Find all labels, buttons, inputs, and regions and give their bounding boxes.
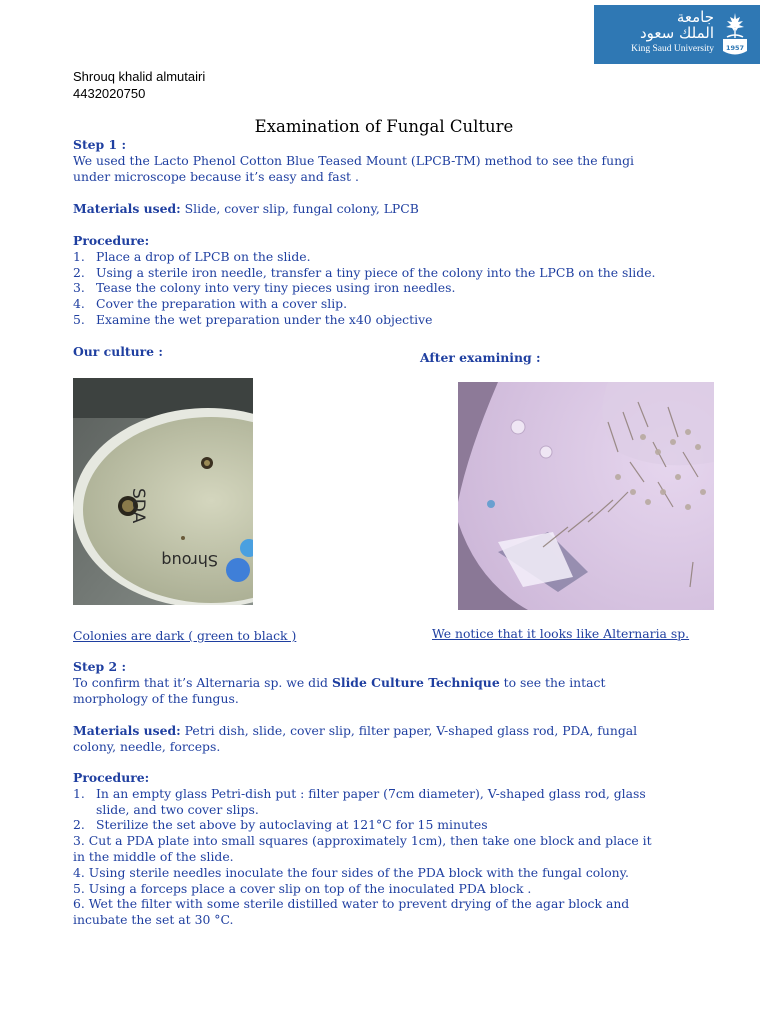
procedure-number: 5. (73, 311, 85, 327)
step2-intro-before: To confirm that it’s Alternaria sp. we did (73, 674, 332, 690)
logo-arabic-line1: جامعة (676, 8, 714, 26)
microscope-image (458, 382, 714, 610)
step2-procedure-item-4: 4. Using sterile needles inoculate the four sides of the PDA block with the fungal colony. (73, 864, 629, 880)
step2-procedure (73, 770, 733, 928)
procedure-text: Examine the wet preparation under the x40 objective (96, 311, 433, 327)
culture-plate-photo (73, 378, 253, 605)
step2-materials-line1 (73, 723, 733, 739)
procedure-number: 2. (73, 264, 85, 280)
procedure-text-cont: in the middle of the slide. (73, 848, 234, 864)
step2-procedure-item-1 (73, 786, 733, 818)
step2-procedure-item-2 (73, 817, 733, 833)
materials-text: Slide, cover slip, fungal colony, LPCB (180, 201, 419, 216)
step2-heading: Step 2 : (73, 659, 127, 674)
procedure-number: 4. (73, 296, 85, 312)
microscope-photo (458, 382, 714, 610)
step1-intro-line1: We used the Lacto Phenol Cotton Blue Teased Mount (LPCB-TM) method to see the fungi (73, 152, 634, 168)
logo-arabic (602, 9, 714, 41)
author-name: Shrouq khalid almutairi (73, 69, 206, 84)
emblem-icon (718, 11, 752, 58)
procedure-label: Procedure: (73, 233, 150, 248)
plate-label-sda: SDA (128, 488, 148, 524)
step2-materials (73, 723, 733, 755)
step2-intro-bold: Slide Culture Technique (331, 674, 500, 690)
procedure-number: 1. (73, 248, 85, 264)
procedure-text: In an empty glass Petri-dish put : filter paper (7cm diameter), V-shaped glass rod, glass (96, 785, 646, 801)
procedure-text: Cover the preparation with a cover slip. (96, 296, 348, 312)
emblem-year: 1957 (725, 44, 745, 52)
procedure-number: 2. (73, 817, 85, 833)
materials-label: Materials used: (73, 201, 181, 216)
our-culture-label: Our culture : (73, 344, 163, 359)
procedure-number: 3. (73, 280, 85, 296)
step2-materials-line2: colony, needle, forceps. (73, 738, 221, 754)
ksu-logo (594, 5, 760, 64)
step2-intro-line1 (73, 675, 733, 691)
step2-materials-text: Petri dish, slide, cover slip, filter paper, V-shaped glass rod, PDA, fungal (180, 723, 638, 738)
procedure-item (73, 280, 733, 296)
procedure-text: 3. Cut a PDA plate into small squares (approximately 1cm), then take one block and place it (73, 833, 652, 849)
step1-materials (73, 201, 733, 217)
procedure-item (73, 249, 733, 265)
culture-caption: Colonies are dark ( green to black ) (73, 628, 297, 643)
step1-heading: Step 1 : (73, 137, 127, 152)
procedure-number: 1. (73, 785, 85, 801)
step1-section (73, 137, 733, 184)
logo-arabic-line2: الملك سعود (639, 24, 714, 42)
author-id: 4432020750 (73, 86, 146, 101)
step2-materials-label: Materials used: (73, 723, 181, 738)
procedure-text: 6. Wet the filter with some sterile distilled water to prevent drying of the agar block and (73, 896, 630, 912)
step2-section (73, 659, 733, 706)
plate-label-name: Shrouq (161, 551, 218, 570)
procedure-text-cont: incubate the set at 30 °C. (73, 912, 234, 928)
procedure-list (73, 249, 733, 328)
petri-dish-image (73, 378, 253, 605)
exam-caption: We notice that it looks like Alternaria sp. (432, 626, 690, 641)
author-block (73, 68, 205, 102)
logo-english: King Saud University (631, 44, 714, 54)
procedure-text: Place a drop of LPCB on the slide. (96, 248, 311, 264)
procedure-text-cont: slide, and two cover slips. (96, 801, 259, 817)
procedure-item (73, 312, 733, 328)
step2-procedure-item-5: 5. Using a forceps place a cover slip on top of the inoculated PDA block . (73, 880, 532, 896)
after-examining-label: After examining : (420, 350, 541, 365)
procedure-text: Tease the colony into very tiny pieces using iron needles. (96, 280, 456, 296)
step2-procedure-label: Procedure: (73, 770, 150, 785)
step2-intro-after: to see the intact (499, 674, 606, 690)
page-title: Examination of Fungal Culture (254, 117, 514, 136)
procedure-text: Using a sterile iron needle, transfer a tiny piece of the colony into the LPCB on the slide. (96, 264, 656, 280)
step2-procedure-item-3 (73, 833, 733, 865)
step2-procedure-item-6 (73, 896, 733, 928)
step2-intro-line2: morphology of the fungus. (73, 690, 239, 706)
step1-intro-line2: under microscope because it’s easy and fast . (73, 168, 359, 184)
step1-procedure (73, 233, 733, 328)
procedure-text: Sterilize the set above by autoclaving at 121°C for 15 minutes (96, 817, 488, 833)
procedure-item (73, 296, 733, 312)
procedure-item (73, 265, 733, 281)
